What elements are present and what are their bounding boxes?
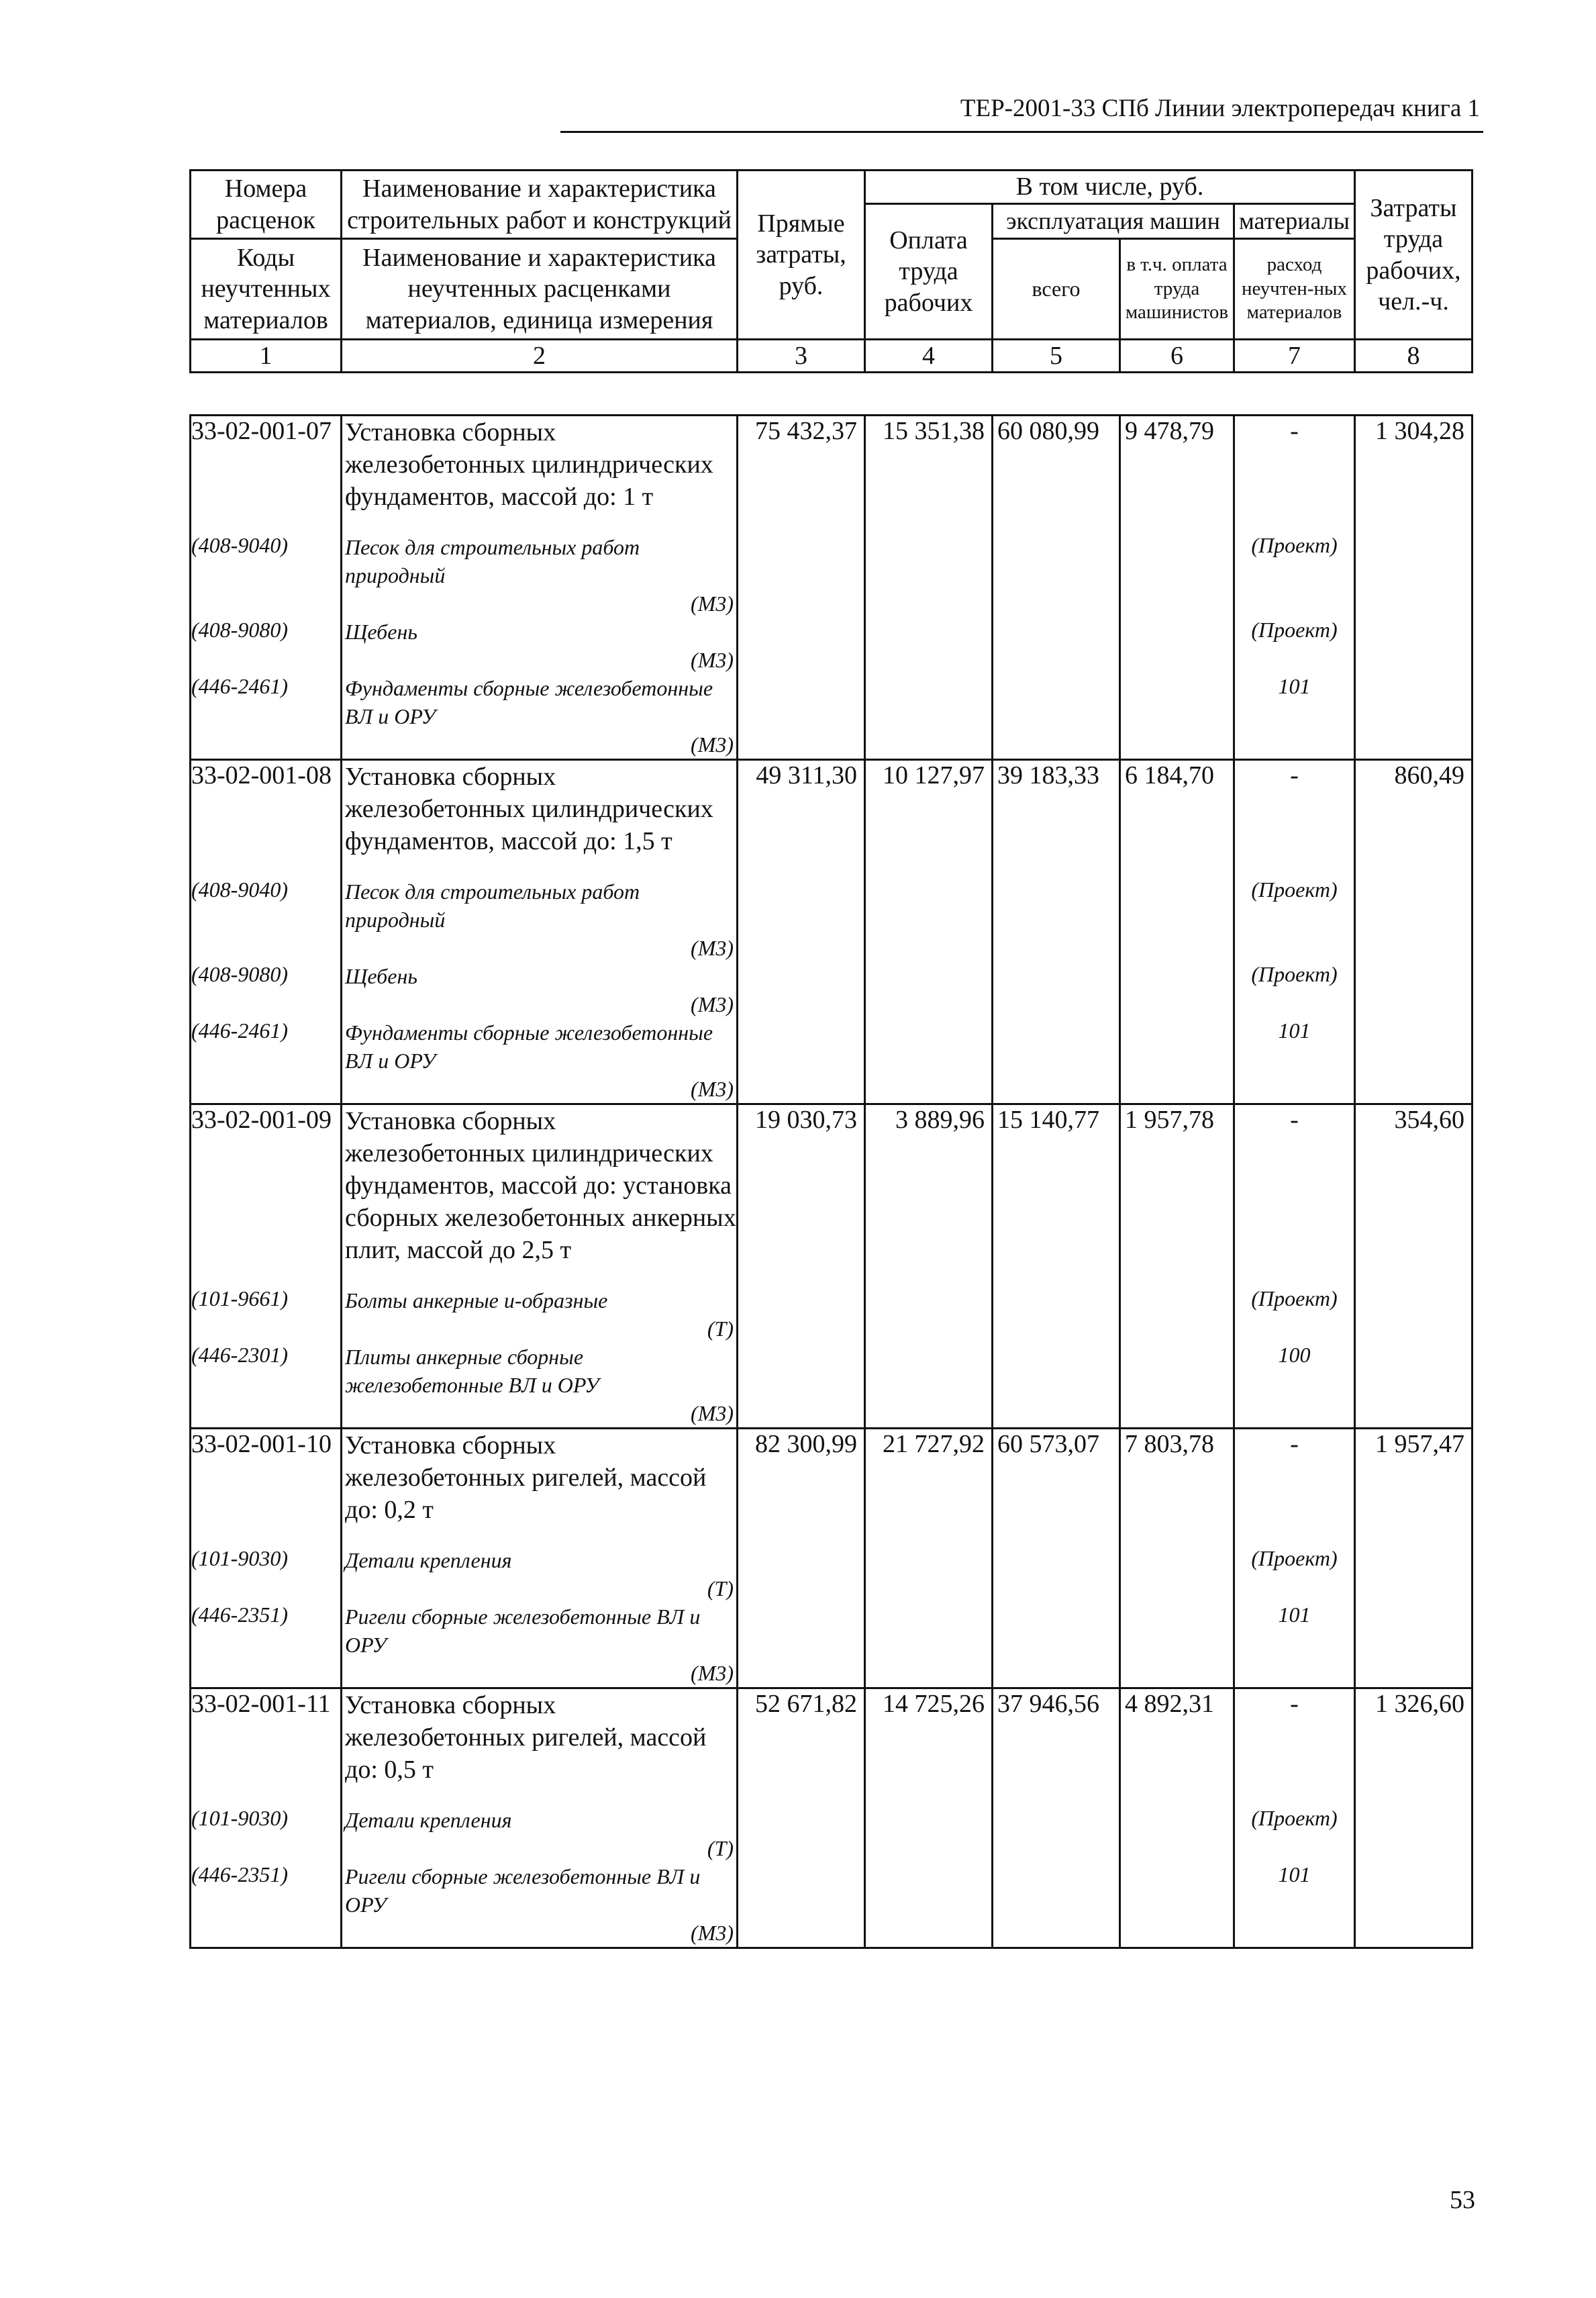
material-quantity: 101 bbox=[1234, 674, 1355, 760]
material-name: Болты анкерные и-образные bbox=[345, 1288, 608, 1312]
machine-cost: 37 946,56 bbox=[993, 1688, 1120, 1786]
material-name: Ригели сборные железобетонные ВЛ и ОРУ bbox=[345, 1864, 701, 1917]
material-name: Плиты анкерные сборные железобетонные ВЛ и ОРУ bbox=[345, 1345, 599, 1397]
material-code: (446-2351) bbox=[191, 1862, 342, 1948]
material-code: (446-2461) bbox=[191, 1018, 342, 1104]
materials-cost: - bbox=[1234, 760, 1355, 858]
material-cell bbox=[342, 1286, 738, 1343]
material-code: (408-9040) bbox=[191, 533, 342, 618]
rate-row bbox=[191, 416, 1473, 514]
col5-header: всего bbox=[993, 239, 1120, 340]
row-spacer bbox=[191, 513, 1473, 533]
labor-hours: 354,60 bbox=[1355, 1104, 1473, 1267]
direct-cost: 49 311,30 bbox=[738, 760, 865, 858]
machine-cost: 15 140,77 bbox=[993, 1104, 1120, 1267]
machine-cost: 60 080,99 bbox=[993, 416, 1120, 514]
col4-header: Оплата труда рабочих bbox=[865, 204, 993, 340]
labor-cost: 15 351,38 bbox=[865, 416, 993, 514]
material-row bbox=[191, 1343, 1473, 1429]
col1-top-header: Номера расценок bbox=[191, 171, 342, 239]
col7-header: расход неучтен-ных материалов bbox=[1234, 239, 1355, 340]
column-number-8: 8 bbox=[1355, 340, 1473, 373]
row-spacer bbox=[191, 1266, 1473, 1286]
operator-cost: 6 184,70 bbox=[1120, 760, 1234, 858]
material-row bbox=[191, 1862, 1473, 1948]
labor-cost: 10 127,97 bbox=[865, 760, 993, 858]
rate-row bbox=[191, 1429, 1473, 1527]
material-row bbox=[191, 1286, 1473, 1343]
material-row bbox=[191, 674, 1473, 760]
materials-cost: - bbox=[1234, 1104, 1355, 1267]
material-cell bbox=[342, 1602, 738, 1688]
material-name: Ригели сборные железобетонные ВЛ и ОРУ bbox=[345, 1605, 701, 1657]
direct-cost: 75 432,37 bbox=[738, 416, 865, 514]
rate-name: Установка сборных железобетонных ригелей, массой до: 0,5 т bbox=[342, 1688, 738, 1786]
material-name: Фундаменты сборные железобетонные ВЛ и ОРУ bbox=[345, 1020, 713, 1073]
material-code: (101-9661) bbox=[191, 1286, 342, 1343]
material-quantity: 101 bbox=[1234, 1018, 1355, 1104]
column-number-3: 3 bbox=[738, 340, 865, 373]
operator-cost: 4 892,31 bbox=[1120, 1688, 1234, 1786]
material-row bbox=[191, 1018, 1473, 1104]
material-row bbox=[191, 1602, 1473, 1688]
material-cell bbox=[342, 1862, 738, 1948]
rate-name: Установка сборных железобетонных цилиндрических фундаментов, массой до: 1 т bbox=[342, 416, 738, 514]
row-spacer bbox=[191, 1786, 1473, 1806]
column-number-6: 6 bbox=[1120, 340, 1234, 373]
material-quantity: (Проект) bbox=[1234, 533, 1355, 618]
material-quantity: (Проект) bbox=[1234, 962, 1355, 1018]
material-unit: (М3) bbox=[691, 1401, 734, 1425]
material-code: (446-2351) bbox=[191, 1602, 342, 1688]
material-quantity: (Проект) bbox=[1234, 1806, 1355, 1862]
material-unit: (М3) bbox=[691, 1921, 734, 1945]
material-cell bbox=[342, 1018, 738, 1104]
material-unit: (М3) bbox=[691, 732, 734, 757]
material-cell bbox=[342, 674, 738, 760]
operator-cost: 1 957,78 bbox=[1120, 1104, 1234, 1267]
col3-header: Прямые затраты, руб. bbox=[738, 171, 865, 340]
material-code: (408-9080) bbox=[191, 618, 342, 674]
rates-table bbox=[189, 414, 1473, 1949]
rate-name: Установка сборных железобетонных цилиндрических фундаментов, массой до: 1,5 т bbox=[342, 760, 738, 858]
labor-hours: 1 326,60 bbox=[1355, 1688, 1473, 1786]
material-name: Фундаменты сборные железобетонные ВЛ и ОРУ bbox=[345, 676, 713, 728]
material-code: (101-9030) bbox=[191, 1546, 342, 1602]
material-unit: (Т) bbox=[707, 1836, 734, 1860]
machines-header: эксплуатация машин bbox=[993, 204, 1234, 239]
material-cell bbox=[342, 618, 738, 674]
material-unit: (М3) bbox=[691, 648, 734, 672]
material-row bbox=[191, 533, 1473, 618]
material-name: Щебень bbox=[345, 620, 417, 644]
rate-code: 33-02-001-08 bbox=[191, 760, 342, 858]
column-number-2: 2 bbox=[342, 340, 738, 373]
group-header: В том числе, руб. bbox=[865, 171, 1355, 204]
material-cell bbox=[342, 1343, 738, 1429]
row-spacer bbox=[191, 857, 1473, 877]
column-number-1: 1 bbox=[191, 340, 342, 373]
col8-header: Затраты труда рабочих, чел.-ч. bbox=[1355, 171, 1473, 340]
rate-code: 33-02-001-10 bbox=[191, 1429, 342, 1527]
material-unit: (М3) bbox=[691, 591, 734, 616]
material-name: Детали крепления bbox=[345, 1808, 512, 1832]
material-unit: (М3) bbox=[691, 1661, 734, 1685]
machine-cost: 39 183,33 bbox=[993, 760, 1120, 858]
material-code: (101-9030) bbox=[191, 1806, 342, 1862]
material-unit: (Т) bbox=[707, 1576, 734, 1600]
material-unit: (Т) bbox=[707, 1316, 734, 1341]
page-number: 53 bbox=[1450, 2186, 1475, 2214]
material-unit: (М3) bbox=[691, 936, 734, 960]
machine-cost: 60 573,07 bbox=[993, 1429, 1120, 1527]
material-quantity: 101 bbox=[1234, 1602, 1355, 1688]
column-number-7: 7 bbox=[1234, 340, 1355, 373]
material-unit: (М3) bbox=[691, 1077, 734, 1101]
col2-bottom-header: Наименование и характеристика неучтенных расценками материалов, единица измерения bbox=[342, 239, 738, 340]
material-unit: (М3) bbox=[691, 992, 734, 1016]
material-quantity: (Проект) bbox=[1234, 877, 1355, 962]
material-cell bbox=[342, 1546, 738, 1602]
document-header-title: ТЕР-2001-33 СПб Линии электропередач книга 1 bbox=[960, 95, 1480, 122]
rate-row bbox=[191, 760, 1473, 858]
material-quantity: 100 bbox=[1234, 1343, 1355, 1429]
material-code: (408-9080) bbox=[191, 962, 342, 1018]
rate-row bbox=[191, 1104, 1473, 1267]
labor-hours: 1 304,28 bbox=[1355, 416, 1473, 514]
labor-cost: 3 889,96 bbox=[865, 1104, 993, 1267]
material-name: Песок для строительных работ природный bbox=[345, 535, 640, 587]
material-cell bbox=[342, 962, 738, 1018]
material-code: (408-9040) bbox=[191, 877, 342, 962]
row-spacer bbox=[191, 1526, 1473, 1546]
rate-name: Установка сборных железобетонных ригелей, массой до: 0,2 т bbox=[342, 1429, 738, 1527]
material-row bbox=[191, 877, 1473, 962]
material-quantity: 101 bbox=[1234, 1862, 1355, 1948]
materials-header: материалы bbox=[1234, 204, 1355, 239]
col6-header: в т.ч. оплата труда машинистов bbox=[1120, 239, 1234, 340]
header-rule bbox=[560, 131, 1483, 133]
rate-name: Установка сборных железобетонных цилиндрических фундаментов, массой до: установка сборных железобетонных анкерных плит, массой до 2,5 т bbox=[342, 1104, 738, 1267]
column-number-5: 5 bbox=[993, 340, 1120, 373]
operator-cost: 7 803,78 bbox=[1120, 1429, 1234, 1527]
rate-code: 33-02-001-09 bbox=[191, 1104, 342, 1267]
rate-code: 33-02-001-11 bbox=[191, 1688, 342, 1786]
labor-cost: 14 725,26 bbox=[865, 1688, 993, 1786]
direct-cost: 52 671,82 bbox=[738, 1688, 865, 1786]
labor-hours: 860,49 bbox=[1355, 760, 1473, 858]
material-row bbox=[191, 1806, 1473, 1862]
material-row bbox=[191, 962, 1473, 1018]
materials-cost: - bbox=[1234, 416, 1355, 514]
rate-row bbox=[191, 1688, 1473, 1786]
material-name: Песок для строительных работ природный bbox=[345, 879, 640, 932]
direct-cost: 19 030,73 bbox=[738, 1104, 865, 1267]
table-header bbox=[189, 169, 1473, 373]
material-cell bbox=[342, 1806, 738, 1862]
material-code: (446-2461) bbox=[191, 674, 342, 760]
material-cell bbox=[342, 877, 738, 962]
materials-cost: - bbox=[1234, 1688, 1355, 1786]
material-code: (446-2301) bbox=[191, 1343, 342, 1429]
material-quantity: (Проект) bbox=[1234, 1546, 1355, 1602]
col1-bottom-header: Коды неучтенных материалов bbox=[191, 239, 342, 340]
operator-cost: 9 478,79 bbox=[1120, 416, 1234, 514]
direct-cost: 82 300,99 bbox=[738, 1429, 865, 1527]
labor-hours: 1 957,47 bbox=[1355, 1429, 1473, 1527]
material-quantity: (Проект) bbox=[1234, 618, 1355, 674]
material-quantity: (Проект) bbox=[1234, 1286, 1355, 1343]
materials-cost: - bbox=[1234, 1429, 1355, 1527]
rate-code: 33-02-001-07 bbox=[191, 416, 342, 514]
labor-cost: 21 727,92 bbox=[865, 1429, 993, 1527]
material-name: Щебень bbox=[345, 964, 417, 988]
column-number-4: 4 bbox=[865, 340, 993, 373]
material-row bbox=[191, 1546, 1473, 1602]
material-row bbox=[191, 618, 1473, 674]
material-name: Детали крепления bbox=[345, 1548, 512, 1572]
col2-top-header: Наименование и характеристика строительных работ и конструкций bbox=[342, 171, 738, 239]
column-number-row bbox=[191, 340, 1473, 373]
material-cell bbox=[342, 533, 738, 618]
